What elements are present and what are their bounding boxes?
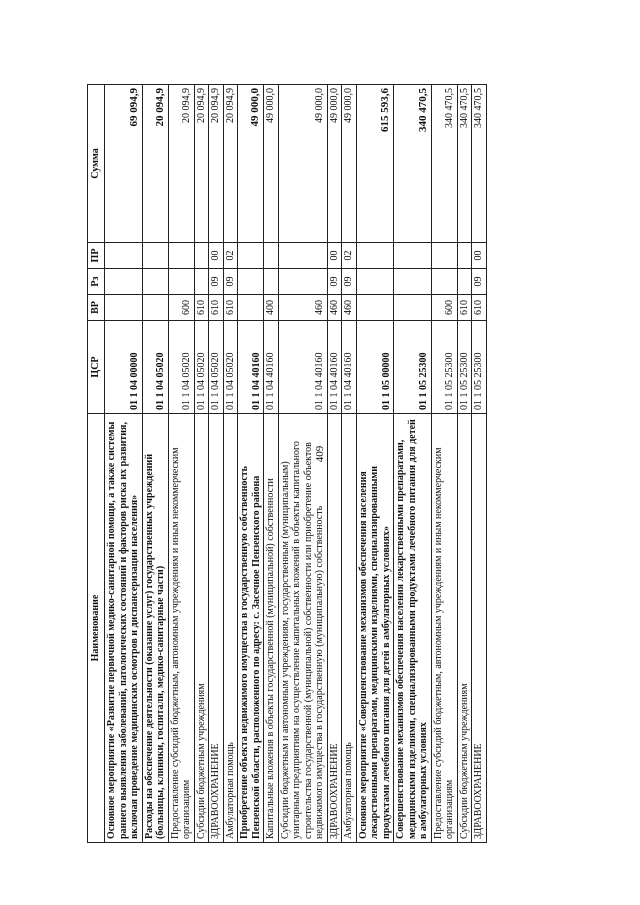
- cell-sum: 49 000,0: [342, 85, 357, 243]
- cell-sum: 340 470,5: [431, 85, 457, 243]
- cell-sum: 20 094,9: [168, 85, 194, 243]
- cell-sum: 340 470,5: [472, 85, 487, 243]
- cell-sum: 20 094,9: [223, 85, 238, 243]
- cell-rz: [264, 269, 279, 295]
- header-rz: Рз: [88, 269, 105, 295]
- table-row: [356, 85, 394, 843]
- cell-rz: [457, 269, 472, 295]
- table-header-row: [88, 85, 105, 843]
- table-body: [105, 85, 487, 843]
- cell-vr: 460: [327, 295, 342, 321]
- cell-csr: 01 1 04 05020: [168, 321, 194, 414]
- cell-csr: 01 1 04 40160: [238, 321, 264, 414]
- table-row: [238, 85, 264, 843]
- cell-pr: 00: [327, 243, 342, 269]
- cell-name: Приобретение объекта недвижимого имущества в государственную собственность Пензенской области, расположенного по адресу: с. Засечное Пензенского района: [238, 414, 264, 843]
- cell-pr: [194, 243, 209, 269]
- cell-sum: 49 000,0: [278, 85, 327, 243]
- cell-rz: [431, 269, 457, 295]
- header-sum: Сумма: [88, 85, 105, 243]
- cell-sum: 49 000,0: [238, 85, 264, 243]
- cell-pr: [431, 243, 457, 269]
- table-row: [209, 85, 224, 843]
- cell-name: Амбулаторная помощь: [223, 414, 238, 843]
- cell-name: Предоставление субсидий бюджетным, автономным учреждениям и иным некоммерческим организациям: [431, 414, 457, 843]
- cell-name: Совершенствование механизмов обеспечения населения лекарственными препаратами, медицинскими изделиями, специализированными продуктами лечебного питания для детей в амбулаторных условиях: [394, 414, 432, 843]
- cell-pr: 00: [209, 243, 224, 269]
- cell-csr: 01 1 04 40160: [264, 321, 279, 414]
- cell-csr: 01 1 04 05020: [209, 321, 224, 414]
- cell-vr: [394, 295, 432, 321]
- cell-pr: [168, 243, 194, 269]
- cell-csr: 01 1 05 25300: [457, 321, 472, 414]
- cell-name: Расходы на обеспечение деятельности (оказание услуг) государственных учреждений (больницы, клиники, госпитали, медико-санитарные части): [142, 414, 168, 843]
- cell-sum: 340 470,5: [457, 85, 472, 243]
- header-pr: ПР: [88, 243, 105, 269]
- cell-sum: 615 593,6: [356, 85, 394, 243]
- cell-vr: [238, 295, 264, 321]
- cell-name: ЗДРАВООХРАНЕНИЕ: [209, 414, 224, 843]
- cell-rz: 09: [327, 269, 342, 295]
- header-csr: ЦСР: [88, 321, 105, 414]
- cell-csr: 01 1 04 05020: [194, 321, 209, 414]
- cell-vr: 610: [194, 295, 209, 321]
- cell-rz: [278, 269, 327, 295]
- cell-csr: 01 1 05 25300: [472, 321, 487, 414]
- cell-name: ЗДРАВООХРАНЕНИЕ: [327, 414, 342, 843]
- cell-csr: 01 1 04 00000: [105, 321, 143, 414]
- cell-csr: 01 1 04 40160: [278, 321, 327, 414]
- cell-rz: [238, 269, 264, 295]
- cell-pr: [238, 243, 264, 269]
- table-row: [457, 85, 472, 843]
- cell-vr: 610: [457, 295, 472, 321]
- cell-vr: [356, 295, 394, 321]
- cell-pr: [142, 243, 168, 269]
- cell-name: Основное мероприятие «Совершенствование механизмов обеспечения населения лекарственными препаратами, медицинскими изделиями, специализированными продуктами лечебного питания для детей в амбулаторных условиях»: [356, 414, 394, 843]
- table-row: [394, 85, 432, 843]
- cell-csr: 01 1 04 40160: [342, 321, 357, 414]
- cell-csr: 01 1 04 40160: [327, 321, 342, 414]
- table-row: [168, 85, 194, 843]
- table-row: [278, 85, 327, 843]
- cell-pr: [356, 243, 394, 269]
- cell-vr: 460: [342, 295, 357, 321]
- cell-sum: 20 094,9: [142, 85, 168, 243]
- cell-sum: 20 094,9: [209, 85, 224, 243]
- cell-vr: 610: [472, 295, 487, 321]
- cell-name: Субсидии бюджетным и автономным учреждениям, государственным (муниципальным) унитарным предприятиям на осуществление капитальных вложений в объекты капитального строительства государственной (муниципальной) собственности или приобретение объектов недвижимого имущества в государственную (муниципальную) собственность: [278, 414, 327, 843]
- table-row: [342, 85, 357, 843]
- cell-csr: 01 1 04 05020: [142, 321, 168, 414]
- cell-name: Капитальные вложения в объекты государственной (муниципальной) собственности: [264, 414, 279, 843]
- cell-name: Субсидии бюджетным учреждениям: [194, 414, 209, 843]
- cell-vr: 610: [223, 295, 238, 321]
- cell-vr: 610: [209, 295, 224, 321]
- cell-sum: 49 000,0: [327, 85, 342, 243]
- cell-rz: [194, 269, 209, 295]
- cell-csr: 01 1 04 05020: [223, 321, 238, 414]
- cell-csr: 01 1 05 00000: [356, 321, 394, 414]
- header-vr: ВР: [88, 295, 105, 321]
- table-row: [264, 85, 279, 843]
- cell-vr: [142, 295, 168, 321]
- table-row: [431, 85, 457, 843]
- budget-table-rotated: [87, 85, 566, 843]
- cell-rz: [105, 269, 143, 295]
- cell-rz: [142, 269, 168, 295]
- budget-table: [87, 84, 487, 843]
- cell-name: ЗДРАВООХРАНЕНИЕ: [472, 414, 487, 843]
- cell-sum: 69 094,9: [105, 85, 143, 243]
- cell-name: Субсидии бюджетным учреждениям: [457, 414, 472, 843]
- cell-rz: [168, 269, 194, 295]
- cell-sum: 340 470,5: [394, 85, 432, 243]
- cell-sum: 20 094,9: [194, 85, 209, 243]
- cell-vr: 460: [278, 295, 327, 321]
- table-row: [105, 85, 143, 843]
- table-row: [472, 85, 487, 843]
- cell-name: Амбулаторная помощь: [342, 414, 357, 843]
- cell-pr: 02: [223, 243, 238, 269]
- cell-vr: 600: [168, 295, 194, 321]
- cell-name: Предоставление субсидий бюджетным, автономным учреждениям и иным некоммерческим организациям: [168, 414, 194, 843]
- cell-csr: 01 1 05 25300: [431, 321, 457, 414]
- table-row: [194, 85, 209, 843]
- cell-pr: [264, 243, 279, 269]
- cell-pr: 02: [342, 243, 357, 269]
- cell-vr: [105, 295, 143, 321]
- table-row: [142, 85, 168, 843]
- cell-rz: [394, 269, 432, 295]
- cell-rz: 09: [472, 269, 487, 295]
- header-name: Наименование: [88, 414, 105, 843]
- table-row: [327, 85, 342, 843]
- cell-pr: [457, 243, 472, 269]
- cell-vr: 400: [264, 295, 279, 321]
- table-row: [223, 85, 238, 843]
- page-number: 409: [314, 445, 326, 463]
- cell-pr: [105, 243, 143, 269]
- cell-pr: [278, 243, 327, 269]
- cell-rz: 09: [209, 269, 224, 295]
- cell-rz: 09: [342, 269, 357, 295]
- cell-sum: 49 000,0: [264, 85, 279, 243]
- cell-pr: [394, 243, 432, 269]
- cell-name: Основное мероприятие «Развитие первичной медико-санитарной помощи, а также системы раннего выявления заболеваний, патологических состояний и факторов риска их развития, включая проведение медицинских осмотров и диспансеризации населения»: [105, 414, 143, 843]
- cell-pr: 00: [472, 243, 487, 269]
- cell-csr: 01 1 05 25300: [394, 321, 432, 414]
- cell-rz: 09: [223, 269, 238, 295]
- cell-rz: [356, 269, 394, 295]
- cell-vr: 600: [431, 295, 457, 321]
